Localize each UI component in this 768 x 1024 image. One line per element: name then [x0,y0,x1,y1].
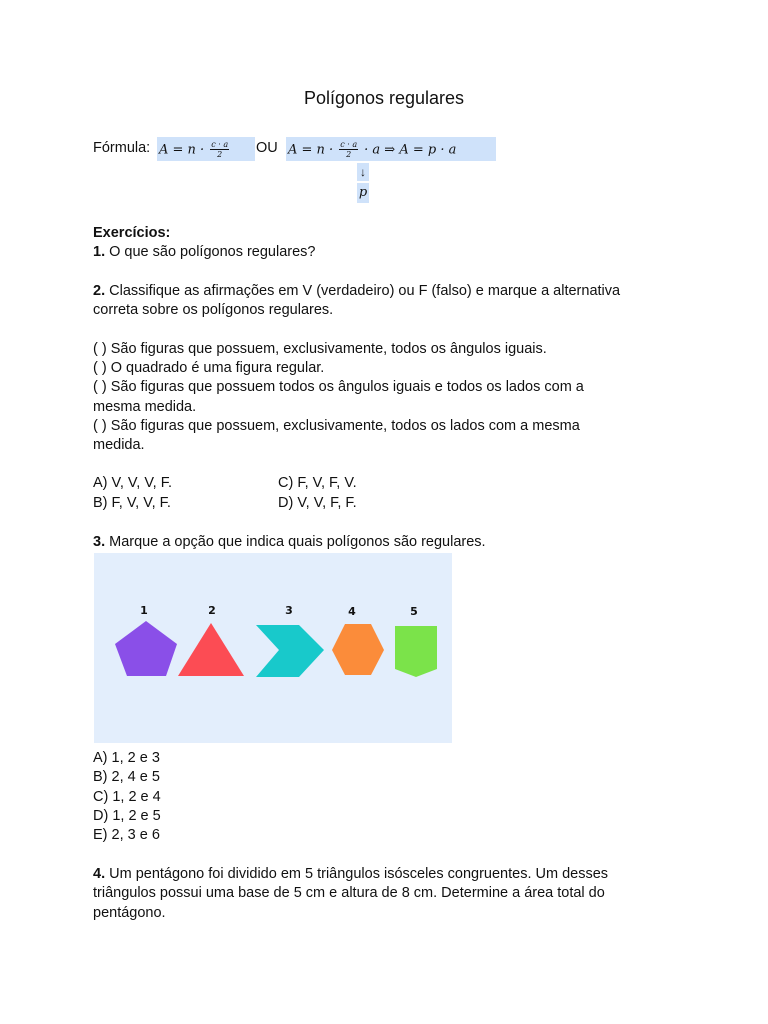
formula-label: Fórmula: [93,140,151,156]
q3-number: 3. [93,534,106,550]
q2-statement-4: ( ) São figuras que possuem, exclusivamente, todos os lados com a mesma [93,418,580,434]
polygons-figure [94,553,452,743]
hexagon-shape [332,624,384,675]
formula-connector: OU [256,140,278,156]
triangle-shape [178,623,244,676]
pentagon-shape [115,621,177,676]
fraction-numerator: c · a [211,140,229,149]
fraction-numerator-2: c · a [340,140,358,149]
q2-number: 2. [93,283,106,299]
q4-number: 4. [93,866,106,882]
q2-statement-1: ( ) São figuras que possuem, exclusivamente, todos os ângulos iguais. [93,341,547,357]
q2-text-line1: Classifique as afirmações em V (verdadeiro) ou F (falso) e marque a alternativa [109,283,621,299]
q3-option-a: A) 1, 2 e 3 [93,750,160,766]
shape-label-5: 5 [410,605,418,618]
shape-label-4: 4 [348,605,356,618]
q1-number: 1. [93,244,106,260]
shape-label-2: 2 [208,604,216,617]
q3-option-d: D) 1, 2 e 5 [93,808,161,824]
q2-statement-4-cont: medida. [93,437,145,453]
formula-eq2-right: · a ⇒ A = p · a [364,142,457,158]
formula-eq1-left: A = n · [159,142,205,158]
formula-p-label: p [357,183,369,203]
formula-fraction-2 [339,140,358,159]
question-4 [93,865,608,884]
question-3 [93,533,486,552]
q4-line1: Um pentágono foi dividido em 5 triângulos isósceles congruentes. Um desses [109,866,609,882]
page-title: Polígonos regulares [303,88,465,108]
q2-option-d: D) V, V, F, F. [278,495,357,511]
fraction-denominator-2: 2 [346,150,352,159]
fraction-denominator: 2 [217,150,223,159]
q3-option-b: B) 2, 4 e 5 [93,769,160,785]
formula-area-2 [286,137,496,161]
shield-pentagon-shape [395,626,437,677]
q2-option-c: C) F, V, F, V. [278,475,357,491]
q3-option-c: C) 1, 2 e 4 [93,789,161,805]
exercises-heading: Exercícios: [93,225,171,241]
formula-fraction [210,140,229,159]
q4-line3: pentágono. [93,905,166,921]
question-1 [93,243,316,262]
q2-statement-3: ( ) São figuras que possuem todos os ângulos iguais e todos os lados com a [93,379,584,395]
chevron-shape [256,625,324,677]
formula-eq2-left: A = n · [288,142,334,158]
q3-text: Marque a opção que indica quais polígonos são regulares. [109,534,486,550]
q1-text: O que são polígonos regulares? [109,244,316,260]
q2-option-a: A) V, V, V, F. [93,475,172,491]
q4-line2: triângulos possui uma base de 5 cm e altura de 8 cm. Determine a área total do [93,885,605,901]
q2-statement-3-cont: mesma medida. [93,399,197,415]
down-arrow-icon: ↓ [357,163,369,181]
q2-option-b: B) F, V, V, F. [93,495,171,511]
polygons-svg [94,553,452,743]
question-2 [93,282,620,301]
q3-option-e: E) 2, 3 e 6 [93,827,160,843]
shape-label-3: 3 [285,604,293,617]
formula-area-1 [157,137,255,161]
q2-text-line2: correta sobre os polígonos regulares. [93,302,334,318]
q2-statement-2: ( ) O quadrado é uma figura regular. [93,360,325,376]
shape-label-1: 1 [140,604,148,617]
